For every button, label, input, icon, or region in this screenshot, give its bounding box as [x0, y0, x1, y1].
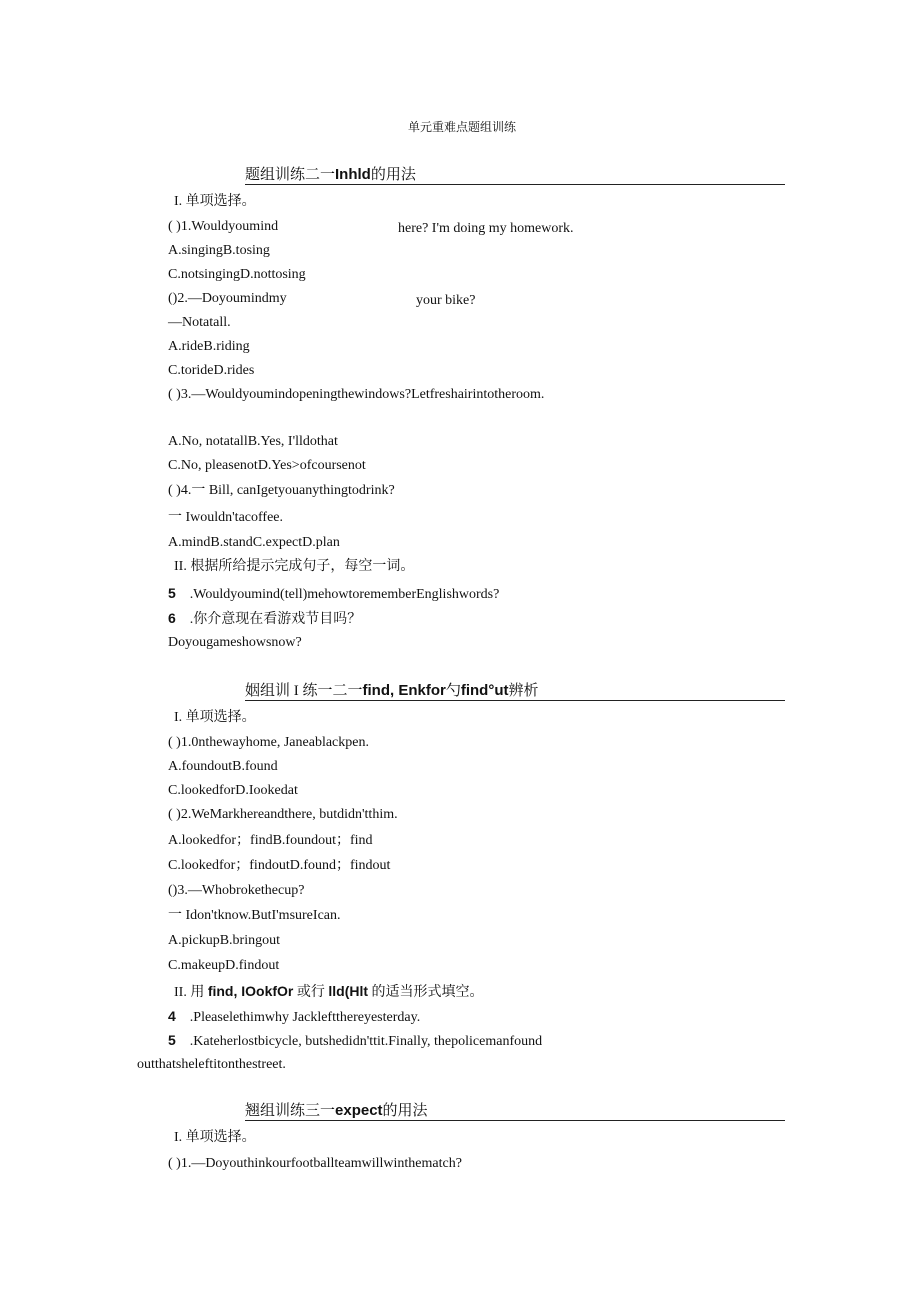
heading-suffix: 的用法 [370, 167, 416, 183]
section-heading [245, 682, 539, 700]
question-text: ()3.—Whobrokethecup? [168, 883, 305, 898]
question-text-continued: your bike? [416, 293, 476, 308]
dialogue-reply: 一 Idon'tknow.ButI'msureIcan. [168, 908, 341, 923]
section-rule [245, 1120, 785, 1121]
item-text: .你介意现在看游戏节目吗？ [189, 612, 362, 627]
question-text: ( )2.WeMarkhereandthere, butdidn'tthim. [168, 807, 398, 822]
heading-keyword: find°ut [460, 682, 509, 699]
heading-suffix: 辨析 [508, 683, 539, 699]
part-label: II. 根据所给提示完成句子，每空一词。 [174, 559, 415, 574]
sentence-item [168, 1007, 420, 1027]
sentence-item [168, 1031, 542, 1051]
part-label: I. 单项选择。 [174, 710, 256, 725]
part-label: I. 单项选择。 [174, 1130, 256, 1145]
part-label [174, 982, 484, 1002]
item-text: .Pleaselethimwhy Jackleftthereyesterday. [189, 1010, 421, 1025]
page-title: 单元重难点题组训练 [408, 120, 517, 134]
section-rule [245, 700, 785, 701]
item-text: .Wouldyoumind(tell)mehowtorememberEnglishwords? [189, 587, 500, 602]
heading-prefix: 题组训练二一 [245, 167, 336, 183]
option-line: A.foundoutB.found [168, 759, 278, 774]
question-text: ()2.—Doyoumindmy [168, 291, 287, 306]
question-text: ( )1.—Doyouthinkourfootballteamwillwinthematch? [168, 1156, 462, 1171]
part-label-keyword: find, IOokfOr [207, 983, 294, 999]
option-line: C.makeupD.findout [168, 958, 280, 973]
part-label-keyword: lld(Hlt [328, 983, 369, 999]
section-heading [245, 1102, 428, 1120]
item-number: 5 [168, 585, 176, 601]
option-line: A.rideB.riding [168, 339, 250, 354]
sentence-continuation: outthatsheleftitonthestreet. [137, 1057, 286, 1072]
section-heading [245, 166, 416, 184]
item-number: 6 [168, 610, 176, 626]
question-text: ( )1.0nthewayhome, Janeablackpen. [168, 735, 369, 750]
question-text-continued: here? I'm doing my homework. [398, 221, 574, 236]
heading-keyword: find, Enkfor [362, 682, 446, 699]
heading-keyword: Inhld [335, 166, 371, 183]
item-text: .Kateherlostbicycle, butshedidn'ttit.Finally, thepolicemanfound [189, 1034, 543, 1049]
option-line: A.lookedfor；findB.foundout；find [168, 833, 373, 848]
option-line: A.pickupB.bringout [168, 933, 280, 948]
part-label-prefix: II. 用 [174, 985, 205, 1000]
part-label: I. 单项选择。 [174, 194, 256, 209]
sentence-item [168, 584, 499, 604]
heading-middle: 勺 [445, 683, 461, 699]
dialogue-reply: 一 Iwouldn'tacoffee. [168, 510, 284, 525]
option-line: C.No, pleasenotD.Yes>ofcoursenot [168, 458, 366, 473]
heading-prefix: 翘组训练三一 [245, 1103, 336, 1119]
item-number: 5 [168, 1032, 176, 1048]
dialogue-reply: —Notatall. [168, 315, 231, 330]
heading-prefix: 姻组训 I 练一二一 [245, 683, 363, 699]
option-line: A.No, notatallB.Yes, I'lldothat [168, 434, 338, 449]
option-line: C.notsingingD.nottosing [168, 267, 306, 282]
option-line: A.singingB.tosing [168, 243, 270, 258]
question-text: ( )4.一 Bill, canIgetyouanythingtodrink? [168, 483, 395, 498]
section-rule [245, 184, 785, 185]
option-line: C.lookedforD.Iookedat [168, 783, 298, 798]
option-line: C.torideD.rides [168, 363, 255, 378]
part-label-suffix: 的适当形式填空。 [371, 985, 484, 1000]
question-text: ( )1.Wouldyoumind [168, 219, 279, 234]
option-line: A.mindB.standC.expectD.plan [168, 535, 340, 550]
part-label-middle: 或行 [296, 985, 325, 1000]
item-number: 4 [168, 1008, 176, 1024]
option-line: C.lookedfor；findoutD.found；findout [168, 858, 391, 873]
heading-keyword: expect [335, 1102, 383, 1119]
question-text: ( )3.—Wouldyoumindopeningthewindows?Letfreshairintotheroom. [168, 387, 545, 402]
answer-line: Doyougameshowsnow? [168, 635, 302, 650]
heading-suffix: 的用法 [382, 1103, 428, 1119]
sentence-item [168, 609, 361, 629]
